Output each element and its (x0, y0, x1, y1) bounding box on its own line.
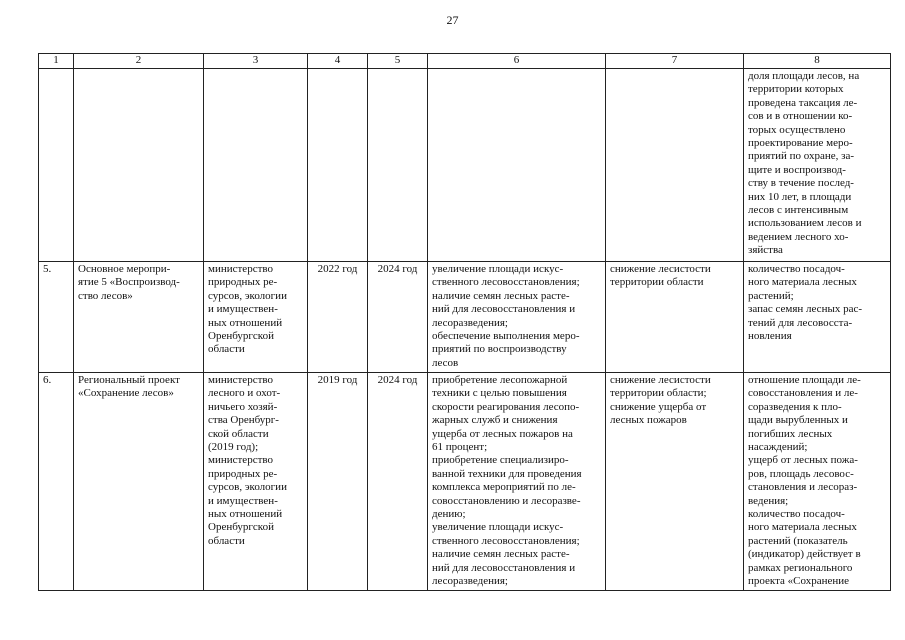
measure-name-cell: Основное меропри- ятие 5 «Воспроизвод- ство лесов» (74, 262, 204, 373)
indicator-cell: отношение площади ле- совосстановления и ле- соразведения к пло- щади вырубленных и погибших лесных насаждений; ущерб от лесных пожа- ров, площадь лесовос- становления и лесораз- ведения; количество посадоч- ного материала лесных растений (показатель (индикатор) действует в рамках регионального проекта «Сохранение (744, 373, 891, 591)
measure-name-cell: Региональный проект «Сохранение лесов» (74, 373, 204, 591)
header-cell: 3 (204, 54, 308, 69)
table-row (39, 262, 891, 373)
end-year-cell (368, 69, 428, 262)
end-year-cell: 2024 год (368, 262, 428, 373)
executor-cell: министерство природных ре- сурсов, экологии и имуществен- ных отношений Оренбургской области (204, 262, 308, 373)
consequences-cell (606, 69, 744, 262)
header-cell: 6 (428, 54, 606, 69)
indicator-cell: доля площади лесов, на территории которых проведена таксация ле- сов и в отношении ко- торых осуществлено проектирование меро- приятий по охране, за- щите и воспроизвод- ству в течение послед- них 10 лет, в площади лесов с интенсивным использованием лесов и ведением лесного хо- зяйства (744, 69, 891, 262)
indicator-cell: количество посадоч- ного материала лесных растений; запас семян лесных рас- тений для лесовосста- новления (744, 262, 891, 373)
end-year-cell: 2024 год (368, 373, 428, 591)
expected-result-cell (428, 69, 606, 262)
header-row (39, 54, 891, 69)
page-number: 27 (446, 13, 459, 27)
executor-cell: министерство лесного и охот- ничьего хозяй- ства Оренбург- ской области (2019 год); министерство природных ре- сурсов, экологии и имуществен- ных отношений Оренбургской области (204, 373, 308, 591)
header-cell: 5 (368, 54, 428, 69)
row-number-cell: 5. (39, 262, 74, 373)
start-year-cell: 2019 год (308, 373, 368, 591)
row-number-cell: 6. (39, 373, 74, 591)
start-year-cell (308, 69, 368, 262)
header-cell: 7 (606, 54, 744, 69)
consequences-cell: снижение лесистости территории области (606, 262, 744, 373)
expected-result-cell: увеличение площади искус- ственного лесовосстановления; наличие семян лесных расте- ний для лесовосстановления и лесоразведения; обеспечение выполнения меро- приятий по воспроизводству лесов (428, 262, 606, 373)
measure-name-cell (74, 69, 204, 262)
header-cell: 2 (74, 54, 204, 69)
start-year-cell: 2022 год (308, 262, 368, 373)
table-row (39, 373, 891, 591)
header-cell: 4 (308, 54, 368, 69)
table-row (39, 69, 891, 262)
header-cell: 8 (744, 54, 891, 69)
consequences-cell: снижение лесистости территории области; снижение ущерба от лесных пожаров (606, 373, 744, 591)
row-number-cell (39, 69, 74, 262)
expected-result-cell: приобретение лесопожарной техники с целью повышения скорости реагирования лесопо- жарных служб и снижения ущерба от лесных пожаров на 61 процент; приобретение специализиро- ванной техники для проведения комплекса мероприятий по ле- совосстановлению и лесоразве- дению; увеличение площади искус- ственного лесовосстановления; наличие семян лесных расте- ний для лесовосстановления и лесоразведения; (428, 373, 606, 591)
program-table (38, 53, 891, 591)
header-cell: 1 (39, 54, 74, 69)
executor-cell (204, 69, 308, 262)
